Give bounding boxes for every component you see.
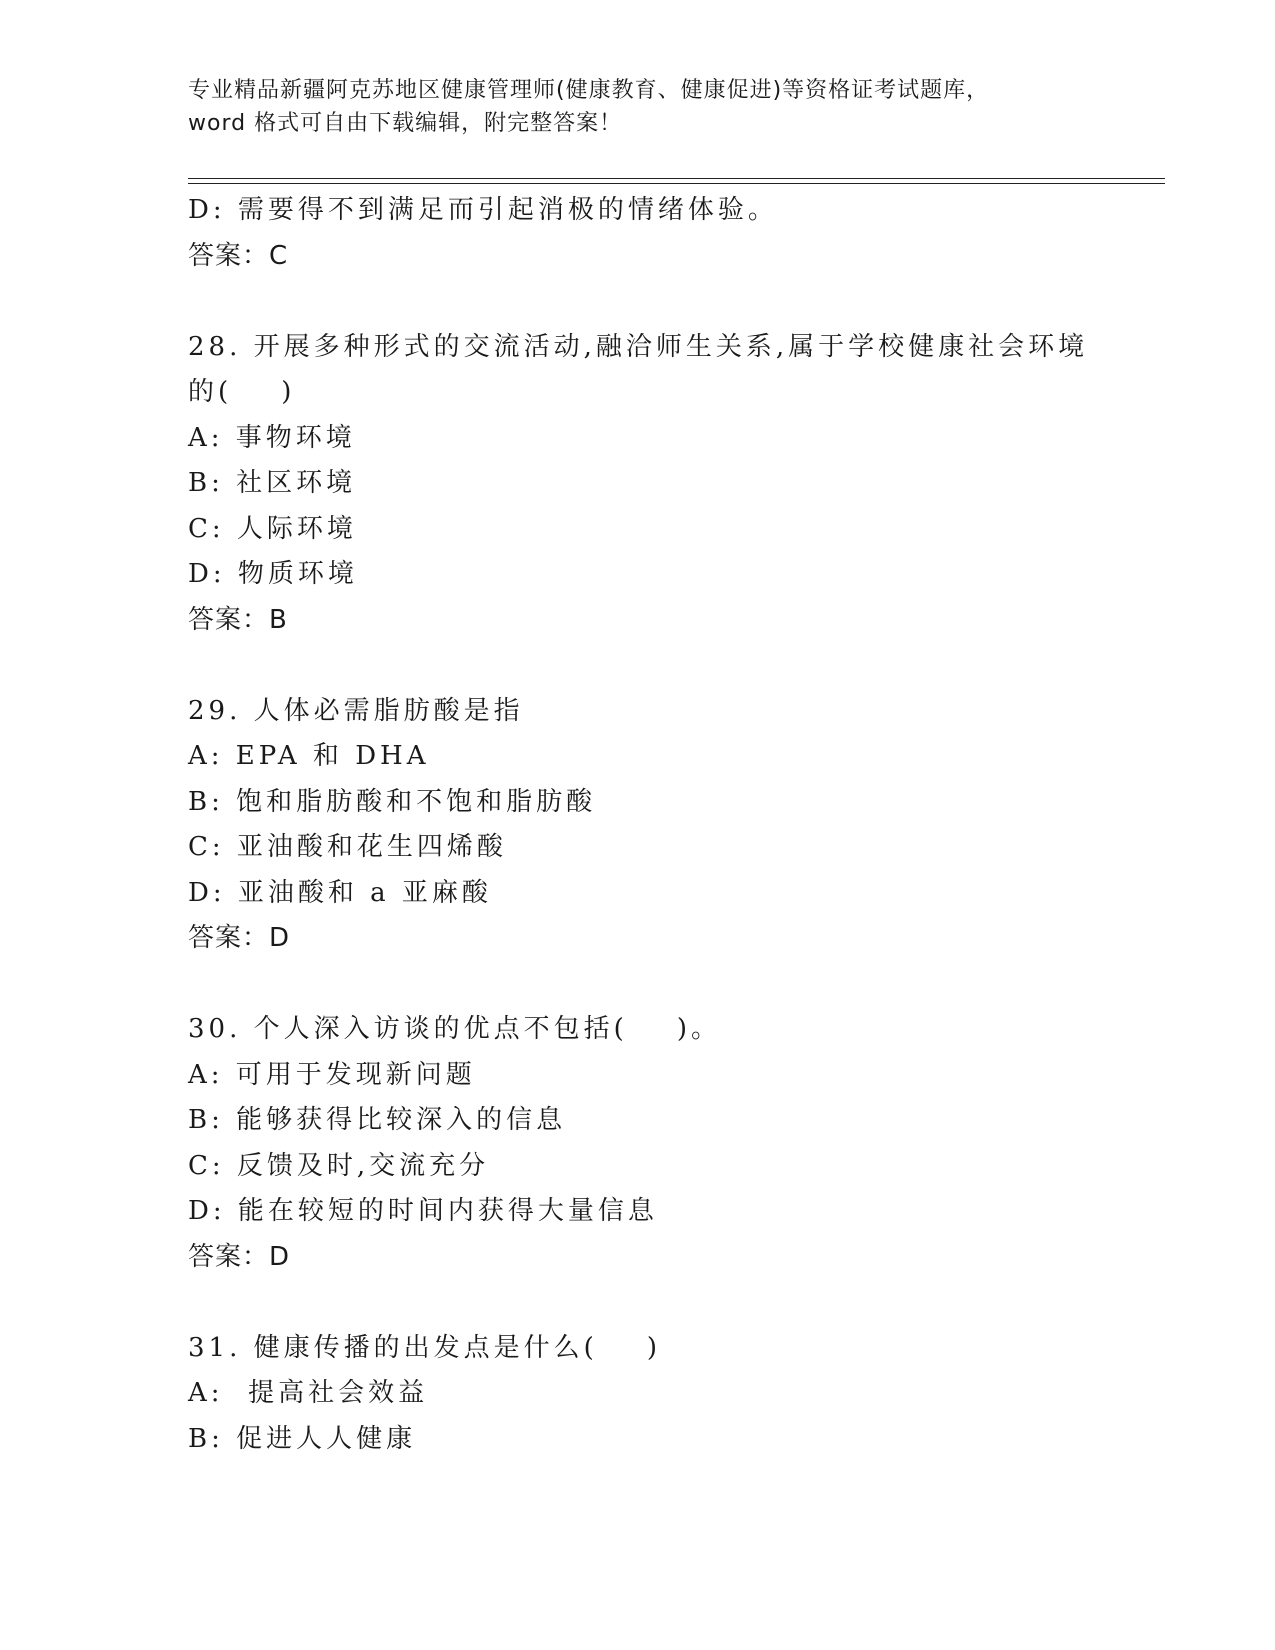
question-stem: 31. 健康传播的出发点是什么( ): [188, 1332, 661, 1363]
option-a: A: 可用于发现新问题: [188, 1059, 476, 1090]
option-d: D: 需要得不到满足而引起消极的情绪体验。: [188, 195, 778, 225]
question-28: [188, 325, 1148, 644]
question-31: [188, 1326, 1148, 1463]
option-d: D: 物质环境: [188, 559, 358, 589]
spacer: [188, 962, 1148, 1008]
option-b: B: 能够获得比较深入的信息: [188, 1105, 567, 1135]
question-stem: 30. 个人深入访谈的优点不包括( )。: [188, 1014, 721, 1044]
header-title-line-1: 专业精品新疆阿克苏地区健康管理师(健康教育、健康促进)等资格证考试题库，: [188, 78, 990, 103]
question-29: [188, 689, 1148, 962]
option-c: C: 人际环境: [188, 513, 357, 544]
question-list: [188, 188, 1148, 1462]
answer-line: 答案：B: [188, 604, 288, 635]
option-b: B: 社区环境: [188, 468, 357, 498]
spacer: [188, 279, 1148, 325]
option-c: C: 反馈及时,交流充分: [188, 1150, 490, 1181]
spacer: [188, 643, 1148, 689]
answer-line: 答案：C: [188, 240, 289, 271]
spacer: [188, 1280, 1148, 1326]
question-stem-continued: 的( ): [188, 377, 296, 407]
option-b: B: 促进人人健康: [188, 1423, 417, 1454]
header-title-line-2: word 格式可自由下载编辑，附完整答案！: [188, 111, 623, 136]
header-divider-top: [188, 178, 1165, 179]
option-c: C: 亚油酸和花生四烯酸: [188, 832, 507, 862]
option-d: D: 能在较短的时间内获得大量信息: [188, 1196, 658, 1226]
option-a: A: 事物环境: [188, 422, 356, 453]
question-stem: 29. 人体必需脂肪酸是指: [188, 695, 524, 726]
question-27-tail: [188, 188, 1148, 279]
answer-line: 答案：D: [188, 1241, 291, 1272]
option-d: D: 亚油酸和 a 亚麻酸: [188, 877, 492, 908]
answer-line: 答案：D: [188, 923, 291, 953]
document-header: [188, 74, 1168, 140]
option-a: A: EPA 和 DHA: [188, 741, 430, 771]
option-b: B: 饱和脂肪酸和不饱和脂肪酸: [188, 786, 597, 817]
question-stem: 28. 开展多种形式的交流活动,融洽师生关系,属于学校健康社会环境: [188, 331, 1089, 362]
header-divider-bottom: [188, 183, 1165, 184]
question-30: [188, 1007, 1148, 1280]
option-a: A: 提高社会效益: [188, 1378, 429, 1408]
